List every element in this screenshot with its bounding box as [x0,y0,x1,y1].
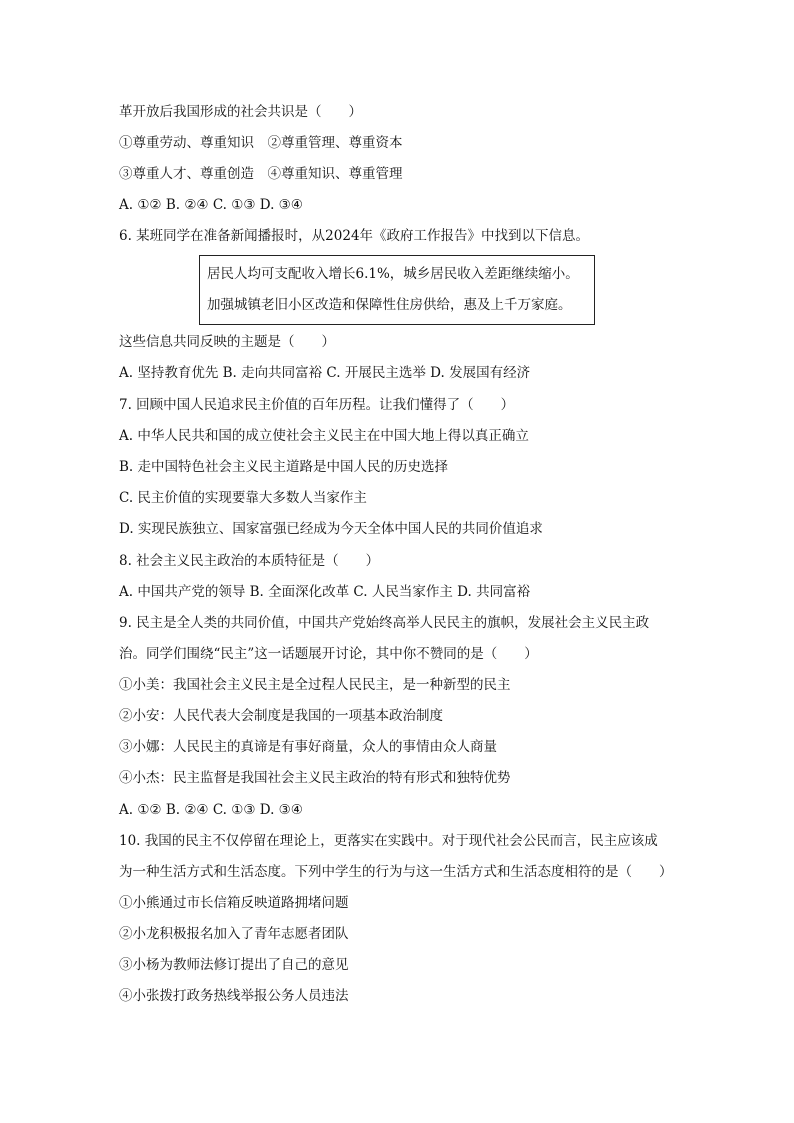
question-10-statement-2: ②小龙积极报名加入了青年志愿者团队 [119,926,349,942]
question-6-prompt: 这些信息共同反映的主题是（ ） [119,334,335,350]
question-9-statement-2: ②小安：人民代表大会制度是我国的一项基本政治制度 [119,708,443,724]
question-10-statement-4: ④小张拨打政务热线举报公务人员违法 [119,988,349,1004]
info-box-line-1: 居民人均可支配收入增长6.1%，城乡居民收入差距继续缩小。 [207,266,579,282]
question-6-options: A. 坚持教育优先 B. 走向共同富裕 C. 开展民主选举 D. 发展国有经济 [119,365,531,381]
question-8-options: A. 中国共产党的领导 B. 全面深化改革 C. 人民当家作主 D. 共同富裕 [119,584,531,600]
question-7-option-b: B. 走中国特色社会主义民主道路是中国人民的历史选择 [119,459,449,475]
info-box-line-2: 加强城镇老旧小区改造和保障性住房供给，惠及上千万家庭。 [207,297,572,313]
question-9-options: A. ①② B. ②④ C. ①③ D. ③④ [119,802,303,818]
question-10-stem-line-1: 10. 我国的民主不仅停留在理论上，更落实在实践中。对于现代社会公民而言，民主应该成 [119,833,658,849]
question-6-stem: 6. 某班同学在准备新闻播报时，从2024年《政府工作报告》中找到以下信息。 [119,228,590,244]
question-5-stem-tail: 革开放后我国形成的社会共识是（ ） [119,104,362,120]
question-5-options: A. ①② B. ②④ C. ①③ D. ③④ [119,197,303,213]
info-box [199,255,595,325]
question-9-stem-line-2: 治。同学们围绕“民主”这一话题展开讨论，其中你不赞同的是（ ） [119,646,538,662]
question-7-option-a: A. 中华人民共和国的成立使社会主义民主在中国大地上得以真正确立 [119,428,529,444]
question-10-statement-1: ①小熊通过市长信箱反映道路拥堵问题 [119,895,349,911]
question-7-stem: 7. 回顾中国人民追求民主价值的百年历程。让我们懂得了（ ） [119,397,515,413]
question-7-option-c: C. 民主价值的实现要靠大多数人当家作主 [119,490,367,506]
question-5-statement-1-2: ①尊重劳动、尊重知识 ②尊重管理、尊重资本 [119,135,403,151]
question-7-option-d: D. 实现民族独立、国家富强已经成为今天全体中国人民的共同价值追求 [119,521,543,537]
question-9-stem-line-1: 9. 民主是全人类的共同价值，中国共产党始终高举人民民主的旗帜，发展社会主义民主政 [119,615,650,631]
question-10-statement-3: ③小杨为教师法修订提出了自己的意见 [119,957,349,973]
question-8-stem: 8. 社会主义民主政治的本质特征是（ ） [119,553,380,569]
question-9-statement-1: ①小美：我国社会主义民主是全过程人民民主，是一种新型的民主 [119,677,511,693]
question-9-statement-4: ④小杰：民主监督是我国社会主义民主政治的特有形式和独特优势 [119,770,511,786]
question-10-stem-line-2: 为一种生活方式和生活态度。下列中学生的行为与这一生活方式和生活态度相符的是（ ） [119,864,673,880]
question-9-statement-3: ③小娜：人民民主的真谛是有事好商量，众人的事情由众人商量 [119,739,497,755]
question-5-statement-3-4: ③尊重人才、尊重创造 ④尊重知识、尊重管理 [119,166,403,182]
